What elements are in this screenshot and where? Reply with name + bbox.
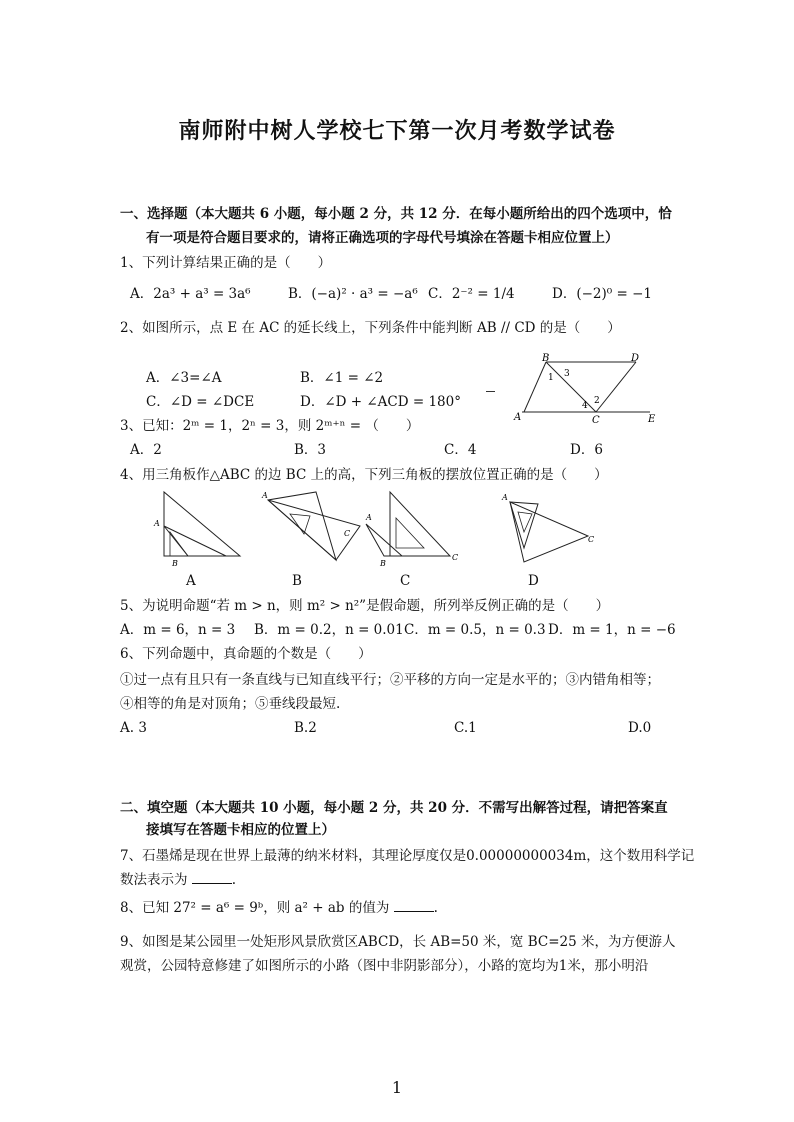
q5-option-d: D．m = 1，n = −6 <box>548 622 676 638</box>
q2-option-c: C．∠D = ∠DCE <box>146 394 255 410</box>
fig-label-1: 1 <box>548 373 554 383</box>
q7-line1: 7、石墨烯是现在世界上最薄的纳米材料，其理论厚度仅是0.00000000034m，这个数用科学记 <box>120 848 695 864</box>
page-title: 南师附中树人学校七下第一次月考数学试卷 <box>178 118 616 144</box>
q6-option-c: C.1 <box>454 720 477 736</box>
fig-d-vertex-a: A <box>502 493 508 502</box>
triangle-figure-b <box>261 491 360 560</box>
q2-option-d: D．∠D + ∠ACD = 180° <box>300 394 461 410</box>
fig-d-vertex-c: C <box>588 535 595 544</box>
q5-stem: 5、为说明命题“若 m > n，则 m² > n²”是假命题，所列举反例正确的是（ ） <box>120 598 610 614</box>
fig-label-e: E <box>648 414 656 425</box>
section2-heading-line1: 二、填空题（本大题共 10 小题，每小题 2 分，共 20 分．不需写出解答过程，请把答案直 <box>120 800 668 816</box>
q1-option-d: D．(−2)⁰ = −1 <box>552 286 652 302</box>
section1-heading-line1: 一、选择题（本大题共 6 小题，每小题 2 分，共 12 分．在每小题所给出的四个选项中，恰 <box>120 206 672 222</box>
q9-line2: 观赏，公园特意修建了如图所示的小路（图中非阴影部分），小路的宽均为1米，那小明沿 <box>120 958 649 974</box>
q7-line2-text: 数法表示为 <box>120 872 188 888</box>
fig-label-a: A <box>514 412 522 423</box>
fig-label-b: B <box>542 353 550 364</box>
fig-label-c: C <box>592 415 600 426</box>
q3-option-b: B．3 <box>294 442 327 458</box>
fig-label-3: 3 <box>564 369 570 379</box>
q6-line2: ④相等的角是对顶角；⑤垂线段最短. <box>120 696 341 712</box>
q1-stem: 1、下列计算结果正确的是（ ） <box>120 255 332 271</box>
q2-option-b: B．∠1 = ∠2 <box>300 370 384 386</box>
q3-stem: 3、已知：2ᵐ = 1，2ⁿ = 3，则 2ᵐ⁺ⁿ = （ ） <box>120 418 420 434</box>
small-dash <box>486 391 495 392</box>
q4-choice-c: C <box>400 573 411 589</box>
triangle-figure-d <box>501 493 594 562</box>
q4-figures <box>140 484 640 570</box>
q6-stem: 6、下列命题中，真命题的个数是（ ） <box>120 646 372 662</box>
q5-option-b: B．m = 0.2，n = 0.01 <box>254 622 404 638</box>
q5-option-c: C．m = 0.5，n = 0.3 <box>404 622 546 638</box>
fig-c-vertex-c: C <box>452 553 459 562</box>
q4-stem: 4、用三角板作△ABC 的边 BC 上的高，下列三角板的摆放位置正确的是（ ） <box>120 467 608 483</box>
q4-choice-a: A <box>186 573 196 589</box>
fig-label-2: 2 <box>594 396 600 406</box>
fig-a-vertex-b: B <box>172 559 178 568</box>
fig-c-vertex-a: A <box>366 513 372 522</box>
q7-line2: 数法表示为 . <box>120 872 237 888</box>
q3-option-d: D．6 <box>570 442 603 458</box>
q6-option-a: A. 3 <box>120 720 147 736</box>
q7-answer-blank[interactable] <box>192 871 232 884</box>
section1-heading-line2: 有一项是符合题目要求的，请将正确选项的字母代号填涂在答题卡相应位置上） <box>146 230 619 246</box>
q9-line1: 9、如图是某公园里一处矩形风景欣赏区ABCD，长 AB=50 米，宽 BC=25 米，为方便游人 <box>120 934 676 950</box>
q8-answer-blank[interactable] <box>394 899 434 912</box>
fig-b-vertex-a: A <box>262 491 268 500</box>
triangle-figure-a <box>153 492 240 568</box>
fig-label-d: D <box>631 353 640 364</box>
q3-option-c: C．4 <box>444 442 477 458</box>
fig-c-vertex-b: B <box>380 559 386 568</box>
page-number: 1 <box>391 1078 403 1097</box>
triangle-figure-c <box>365 492 458 568</box>
q4-choice-d: D <box>528 573 539 589</box>
q1-option-c: C．2⁻² = 1/4 <box>428 286 515 302</box>
q6-line1: ①过一点有且只有一条直线与已知直线平行；②平移的方向一定是水平的；③内错角相等； <box>120 672 660 688</box>
fig-label-4: 4 <box>582 401 588 411</box>
q5-option-a: A．m = 6，n = 3 <box>120 622 236 638</box>
q2-stem: 2、如图所示，点 E 在 AC 的延长线上，下列条件中能判断 AB // CD 的是（ ） <box>120 320 621 336</box>
q6-option-d: D.0 <box>628 720 652 736</box>
q2-option-a: A．∠3=∠A <box>146 370 222 386</box>
q3-option-a: A．2 <box>130 442 162 458</box>
q8-line: 8、已知 27² = a⁶ = 9ᵇ，则 a² + ab 的值为 . <box>120 900 438 916</box>
fig-a-vertex-a: A <box>154 519 160 528</box>
fig-b-vertex-c: C <box>344 529 351 538</box>
q6-option-b: B.2 <box>294 720 317 736</box>
q2-figure <box>510 350 660 426</box>
q1-option-a: A．2a³ + a³ = 3a⁶ <box>130 286 251 302</box>
q4-choice-b: B <box>292 573 302 589</box>
q8-stem: 8、已知 27² = a⁶ = 9ᵇ，则 a² + ab 的值为 <box>120 900 390 916</box>
section2-heading-line2: 接填写在答题卡相应的位置上） <box>146 822 335 838</box>
q1-option-b: B．(−a)² · a³ = −a⁶ <box>288 286 418 302</box>
